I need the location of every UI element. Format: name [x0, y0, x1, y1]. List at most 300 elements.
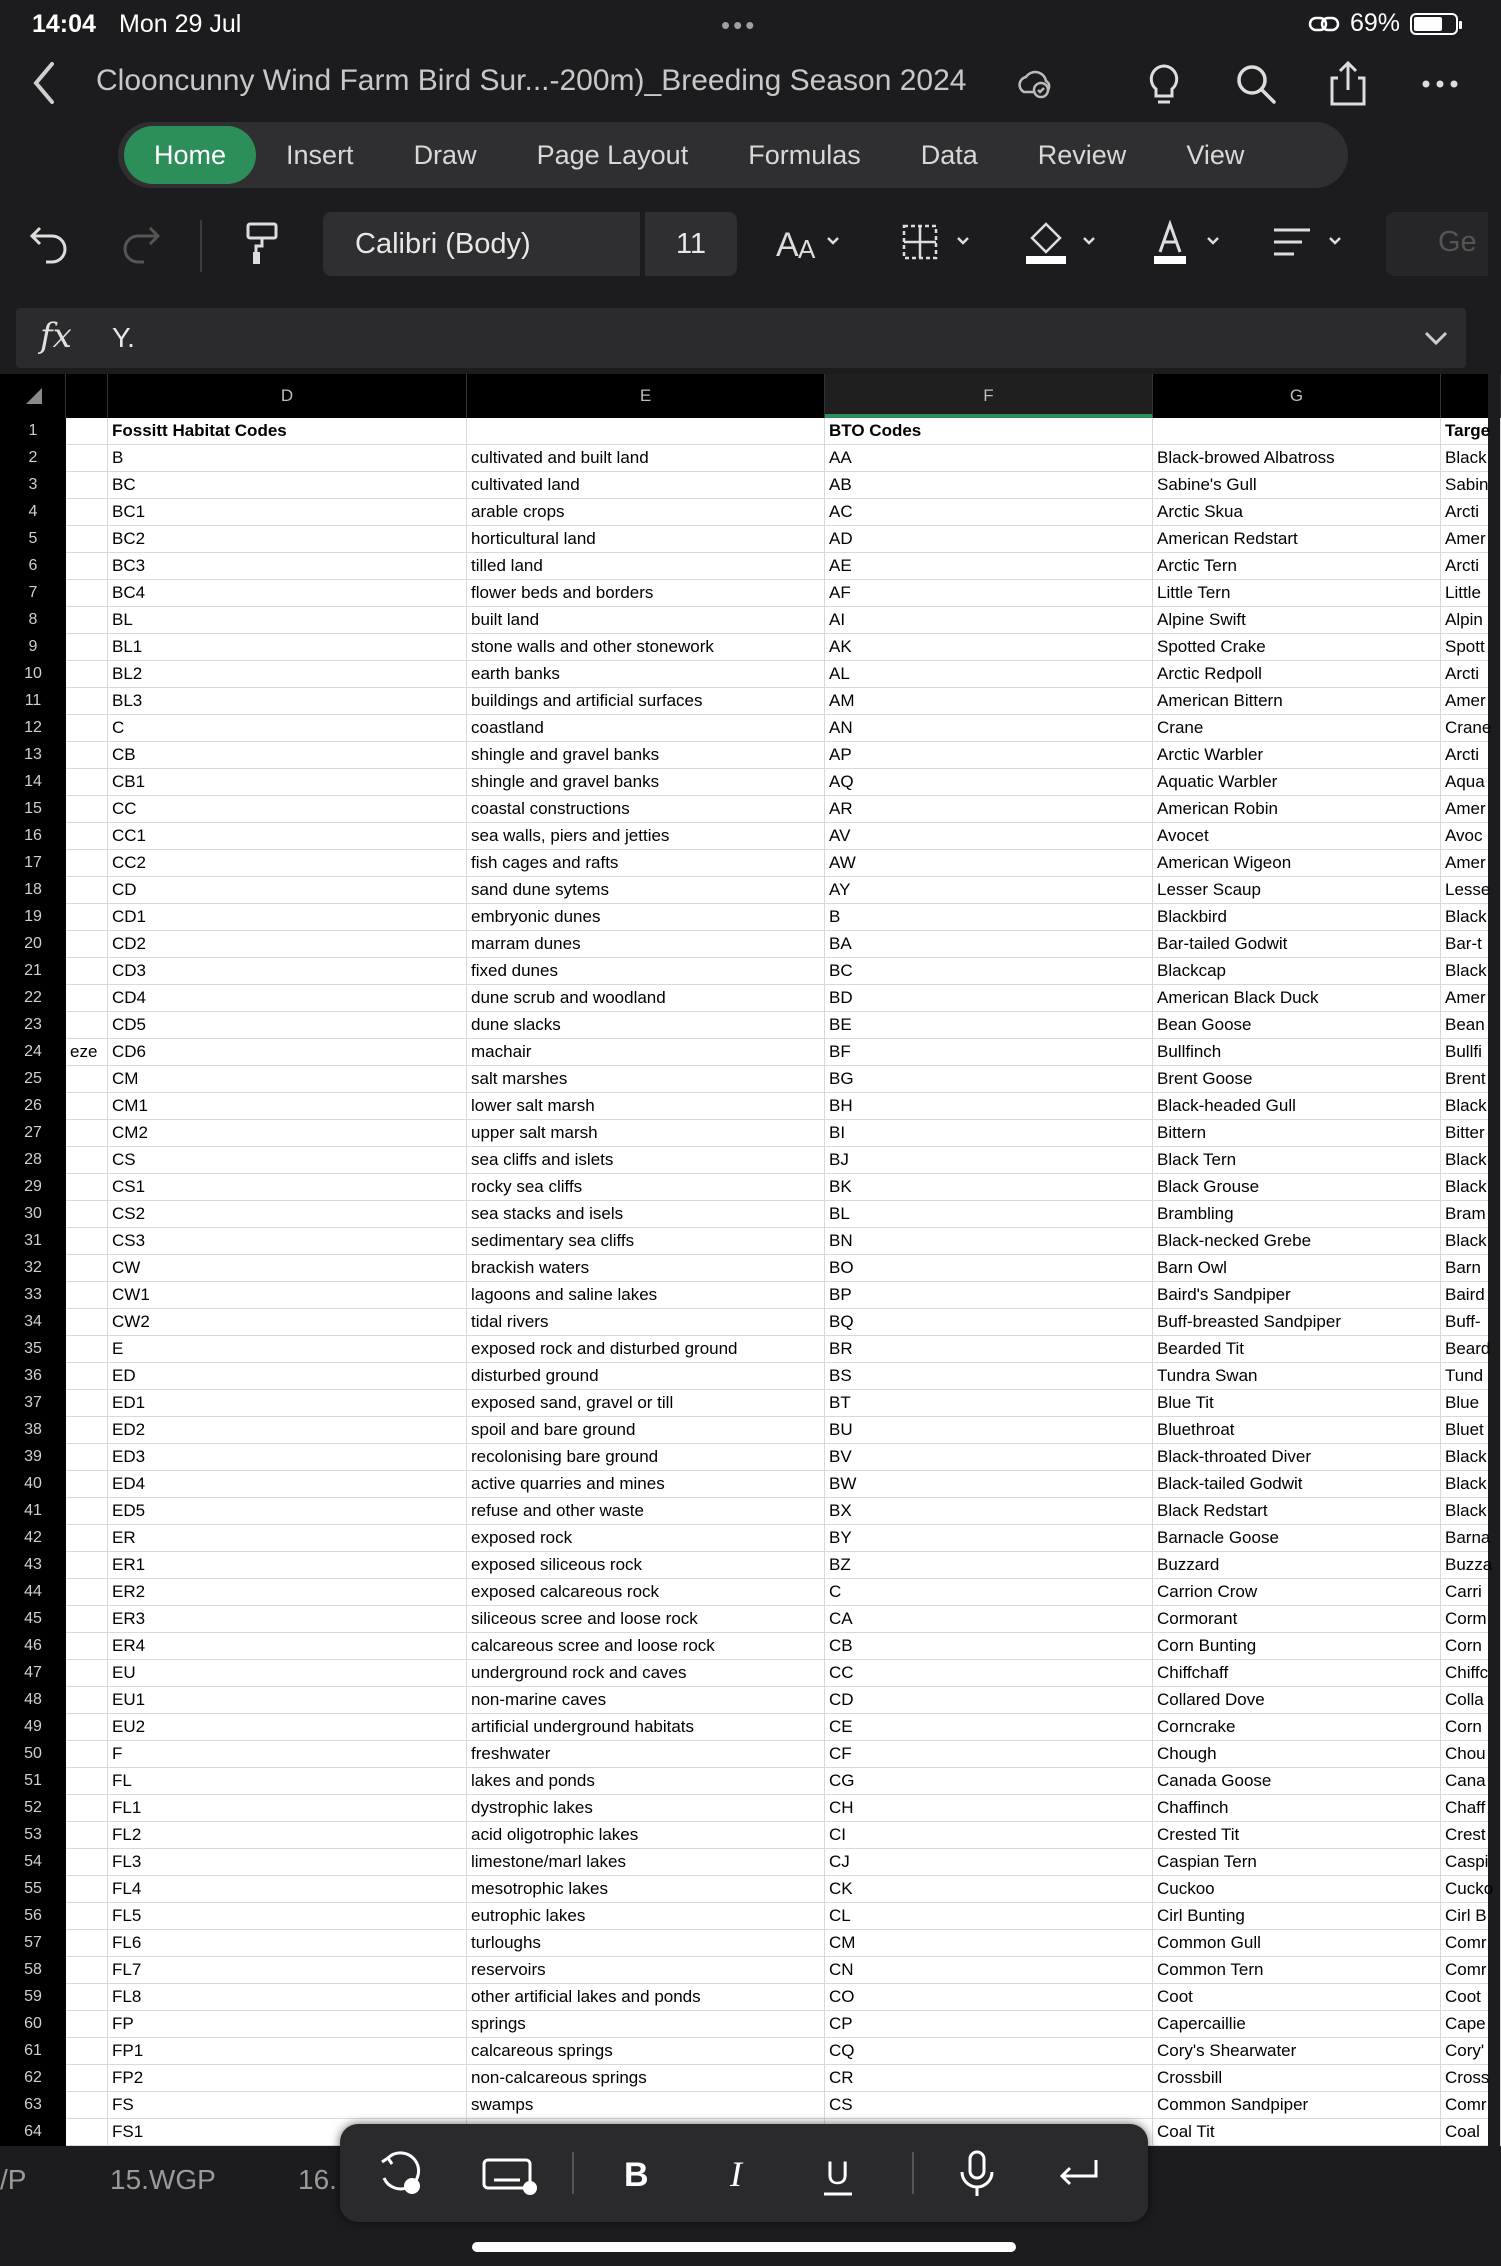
cell-e[interactable]: underground rock and caves: [467, 1660, 825, 1687]
cell-g[interactable]: Common Tern: [1153, 1957, 1441, 1984]
cell-d[interactable]: CD5: [108, 1012, 467, 1039]
cell-h[interactable]: Black: [1441, 1471, 1501, 1498]
cell-g[interactable]: Cuckoo: [1153, 1876, 1441, 1903]
cell-g[interactable]: Cormorant: [1153, 1606, 1441, 1633]
cell-h[interactable]: Chou: [1441, 1741, 1501, 1768]
cell-h[interactable]: Black: [1441, 904, 1501, 931]
cell-g[interactable]: Common Sandpiper: [1153, 2092, 1441, 2119]
cell-f[interactable]: BH: [825, 1093, 1153, 1120]
cell-d[interactable]: ER1: [108, 1552, 467, 1579]
cell-c[interactable]: [66, 1471, 108, 1498]
cell-e[interactable]: lakes and ponds: [467, 1768, 825, 1795]
cell-g[interactable]: Arctic Warbler: [1153, 742, 1441, 769]
row-number[interactable]: 34: [0, 1309, 66, 1336]
cell-g[interactable]: Black Redstart: [1153, 1498, 1441, 1525]
cell-f[interactable]: BZ: [825, 1552, 1153, 1579]
cell-e[interactable]: non-marine caves: [467, 1687, 825, 1714]
cell-e[interactable]: recolonising bare ground: [467, 1444, 825, 1471]
cell-e[interactable]: calcareous springs: [467, 2038, 825, 2065]
cell-h[interactable]: Black: [1441, 1093, 1501, 1120]
function-icon[interactable]: fx: [40, 316, 72, 356]
cell-e[interactable]: spoil and bare ground: [467, 1417, 825, 1444]
cell-f[interactable]: CS: [825, 2092, 1153, 2119]
cell-g[interactable]: Bean Goose: [1153, 1012, 1441, 1039]
cell-f[interactable]: AD: [825, 526, 1153, 553]
cell-c[interactable]: [66, 823, 108, 850]
row-number[interactable]: 54: [0, 1849, 66, 1876]
row-number[interactable]: 19: [0, 904, 66, 931]
cloud-sync-icon[interactable]: [1014, 62, 1054, 102]
row-number[interactable]: 26: [0, 1093, 66, 1120]
cell-c[interactable]: [66, 1984, 108, 2011]
cell-d[interactable]: CS1: [108, 1174, 467, 1201]
cell-d[interactable]: BL1: [108, 634, 467, 661]
cell-d[interactable]: ER3: [108, 1606, 467, 1633]
row-number[interactable]: 31: [0, 1228, 66, 1255]
cell-c[interactable]: [66, 1849, 108, 1876]
search-icon[interactable]: [1230, 58, 1282, 110]
cell-h[interactable]: Black: [1441, 1228, 1501, 1255]
cell-d[interactable]: CD3: [108, 958, 467, 985]
cell-e[interactable]: acid oligotrophic lakes: [467, 1822, 825, 1849]
share-icon[interactable]: [1322, 58, 1374, 110]
cell-g[interactable]: Barn Owl: [1153, 1255, 1441, 1282]
cell-e[interactable]: brackish waters: [467, 1255, 825, 1282]
cell-h[interactable]: Corn: [1441, 1633, 1501, 1660]
cell-d[interactable]: BC1: [108, 499, 467, 526]
cell-c[interactable]: [66, 1012, 108, 1039]
cell-d[interactable]: FL3: [108, 1849, 467, 1876]
cell-g[interactable]: Brambling: [1153, 1201, 1441, 1228]
document-title[interactable]: Clooncunny Wind Farm Bird Sur...-200m)_Breeding Season 2024: [96, 64, 967, 97]
row-number[interactable]: 6: [0, 553, 66, 580]
cell-h[interactable]: Spott: [1441, 634, 1501, 661]
cell-d[interactable]: CW1: [108, 1282, 467, 1309]
cell-f[interactable]: BP: [825, 1282, 1153, 1309]
cell-d[interactable]: CD1: [108, 904, 467, 931]
cell-g[interactable]: American Robin: [1153, 796, 1441, 823]
cell-f[interactable]: CR: [825, 2065, 1153, 2092]
cell-c[interactable]: [66, 769, 108, 796]
cell-f[interactable]: AY: [825, 877, 1153, 904]
tab-page-layout[interactable]: Page Layout: [536, 139, 689, 170]
row-number[interactable]: 57: [0, 1930, 66, 1957]
cell-f[interactable]: CC: [825, 1660, 1153, 1687]
cell-h[interactable]: Lesse: [1441, 877, 1501, 904]
cell-e[interactable]: exposed calcareous rock: [467, 1579, 825, 1606]
row-number[interactable]: 61: [0, 2038, 66, 2065]
cell-e[interactable]: shingle and gravel banks: [467, 742, 825, 769]
sheet-tab[interactable]: /P: [0, 2164, 27, 2195]
column-header-d[interactable]: D: [108, 374, 467, 418]
cell-g[interactable]: Chaffinch: [1153, 1795, 1441, 1822]
cell-h[interactable]: Comr: [1441, 2092, 1501, 2119]
cell-e[interactable]: buildings and artificial surfaces: [467, 688, 825, 715]
cell-g[interactable]: Corncrake: [1153, 1714, 1441, 1741]
cell-d[interactable]: CS: [108, 1147, 467, 1174]
cell-f[interactable]: BT: [825, 1390, 1153, 1417]
row-number[interactable]: 16: [0, 823, 66, 850]
row-number[interactable]: 4: [0, 499, 66, 526]
cell-d[interactable]: ED: [108, 1363, 467, 1390]
cell-c[interactable]: [66, 1822, 108, 1849]
cell-e[interactable]: coastland: [467, 715, 825, 742]
cell-d[interactable]: B: [108, 445, 467, 472]
cell-d[interactable]: E: [108, 1336, 467, 1363]
cell-c[interactable]: [66, 634, 108, 661]
cell-g[interactable]: Corn Bunting: [1153, 1633, 1441, 1660]
cell-d[interactable]: CD6: [108, 1039, 467, 1066]
cell-g[interactable]: Common Gull: [1153, 1930, 1441, 1957]
tab-draw[interactable]: Draw: [413, 139, 477, 170]
cell-d[interactable]: CW2: [108, 1309, 467, 1336]
row-number[interactable]: 25: [0, 1066, 66, 1093]
cell-c[interactable]: [66, 526, 108, 553]
row-number[interactable]: 55: [0, 1876, 66, 1903]
cell-c[interactable]: [66, 1633, 108, 1660]
cell-f[interactable]: CA: [825, 1606, 1153, 1633]
cell-d[interactable]: BL: [108, 607, 467, 634]
formula-input[interactable]: Y.: [112, 322, 135, 353]
cell-g[interactable]: Coal Tit: [1153, 2119, 1441, 2146]
cell-e[interactable]: horticultural land: [467, 526, 825, 553]
cell-f[interactable]: BK: [825, 1174, 1153, 1201]
row-number[interactable]: 35: [0, 1336, 66, 1363]
cell-h[interactable]: Caspi: [1441, 1849, 1501, 1876]
cell-f[interactable]: CM: [825, 1930, 1153, 1957]
row-number[interactable]: 51: [0, 1768, 66, 1795]
cell-g[interactable]: Capercaillie: [1153, 2011, 1441, 2038]
cell-g[interactable]: Brent Goose: [1153, 1066, 1441, 1093]
cell-h[interactable]: Amer: [1441, 850, 1501, 877]
cell-c[interactable]: [66, 1741, 108, 1768]
cell-e[interactable]: dune slacks: [467, 1012, 825, 1039]
cell-g[interactable]: Bluethroat: [1153, 1417, 1441, 1444]
row-number[interactable]: 28: [0, 1147, 66, 1174]
cell-f[interactable]: CH: [825, 1795, 1153, 1822]
cell-f[interactable]: CD: [825, 1687, 1153, 1714]
cell-d[interactable]: FS1: [108, 2119, 467, 2146]
cell-d[interactable]: FL: [108, 1768, 467, 1795]
cell-c[interactable]: [66, 2011, 108, 2038]
cell-g[interactable]: Crane: [1153, 715, 1441, 742]
cell-c[interactable]: [66, 1525, 108, 1552]
cell-h[interactable]: Black: [1441, 958, 1501, 985]
cell-c[interactable]: [66, 985, 108, 1012]
cell-c[interactable]: [66, 715, 108, 742]
cell-e[interactable]: exposed sand, gravel or till: [467, 1390, 825, 1417]
cell-e[interactable]: exposed rock and disturbed ground: [467, 1336, 825, 1363]
cell-h[interactable]: Aqua: [1441, 769, 1501, 796]
select-all-corner[interactable]: [0, 374, 66, 418]
cell-d[interactable]: BC3: [108, 553, 467, 580]
cell-g[interactable]: Bar-tailed Godwit: [1153, 931, 1441, 958]
cell-e[interactable]: built land: [467, 607, 825, 634]
column-header-h[interactable]: [1441, 374, 1501, 418]
cell-f[interactable]: BD: [825, 985, 1153, 1012]
cell-c[interactable]: [66, 1444, 108, 1471]
cell-d[interactable]: EU2: [108, 1714, 467, 1741]
row-number[interactable]: 46: [0, 1633, 66, 1660]
cell-g[interactable]: Black Grouse: [1153, 1174, 1441, 1201]
row-number[interactable]: 52: [0, 1795, 66, 1822]
cell-g[interactable]: American Wigeon: [1153, 850, 1441, 877]
cell-c[interactable]: [66, 1255, 108, 1282]
cell-c[interactable]: [66, 1768, 108, 1795]
cell-e[interactable]: flower beds and borders: [467, 580, 825, 607]
cell-c[interactable]: [66, 1552, 108, 1579]
cell-styles-button[interactable]: Ge: [1386, 212, 1488, 276]
cell-c[interactable]: [66, 1093, 108, 1120]
more-options-icon[interactable]: [1414, 58, 1466, 110]
cell-d[interactable]: ED1: [108, 1390, 467, 1417]
row-number[interactable]: 5: [0, 526, 66, 553]
cell-f[interactable]: AW: [825, 850, 1153, 877]
cell-d[interactable]: C: [108, 715, 467, 742]
cell-c[interactable]: [66, 2092, 108, 2119]
cell-g[interactable]: Barnacle Goose: [1153, 1525, 1441, 1552]
row-number[interactable]: 45: [0, 1606, 66, 1633]
cell-c[interactable]: eze: [66, 1039, 108, 1066]
cell-c[interactable]: [66, 607, 108, 634]
cell-g[interactable]: American Black Duck: [1153, 985, 1441, 1012]
cell-h[interactable]: Amer: [1441, 796, 1501, 823]
cell-c[interactable]: [66, 1876, 108, 1903]
cell-e[interactable]: sea cliffs and islets: [467, 1147, 825, 1174]
cell-e[interactable]: fish cages and rafts: [467, 850, 825, 877]
cell-h[interactable]: Barna: [1441, 1525, 1501, 1552]
cell-e[interactable]: dune scrub and woodland: [467, 985, 825, 1012]
cell-f[interactable]: BQ: [825, 1309, 1153, 1336]
cell-f[interactable]: AA: [825, 445, 1153, 472]
cell-h[interactable]: Arcti: [1441, 742, 1501, 769]
undo-history-icon[interactable]: [372, 2148, 432, 2200]
cell-c[interactable]: [66, 904, 108, 931]
row-number[interactable]: 20: [0, 931, 66, 958]
cell-f[interactable]: AN: [825, 715, 1153, 742]
row-number[interactable]: 8: [0, 607, 66, 634]
row-number[interactable]: 50: [0, 1741, 66, 1768]
cell-f[interactable]: CK: [825, 1876, 1153, 1903]
row-number[interactable]: 30: [0, 1201, 66, 1228]
row-number[interactable]: 47: [0, 1660, 66, 1687]
cell-e[interactable]: exposed rock: [467, 1525, 825, 1552]
cell-g[interactable]: Cirl Bunting: [1153, 1903, 1441, 1930]
cell-f[interactable]: CP: [825, 2011, 1153, 2038]
cell-d[interactable]: ED2: [108, 1417, 467, 1444]
formula-bar[interactable]: [16, 308, 1466, 368]
font-color-icon[interactable]: [1150, 214, 1226, 270]
cell-h[interactable]: Crane: [1441, 715, 1501, 742]
cell-h[interactable]: Beard: [1441, 1336, 1501, 1363]
column-header-f[interactable]: F: [825, 374, 1153, 418]
cell-c[interactable]: [66, 499, 108, 526]
row-number[interactable]: 48: [0, 1687, 66, 1714]
cell-h[interactable]: Chiffc: [1441, 1660, 1501, 1687]
cell-d[interactable]: CC1: [108, 823, 467, 850]
cell-c[interactable]: [66, 1309, 108, 1336]
row-number[interactable]: 13: [0, 742, 66, 769]
cell-f[interactable]: BR: [825, 1336, 1153, 1363]
cell-g[interactable]: Black-browed Albatross: [1153, 445, 1441, 472]
cell-c[interactable]: [66, 1282, 108, 1309]
cell-e[interactable]: tidal rivers: [467, 1309, 825, 1336]
cell-f[interactable]: AE: [825, 553, 1153, 580]
cell-h[interactable]: Buzza: [1441, 1552, 1501, 1579]
cell-h[interactable]: Bitter: [1441, 1120, 1501, 1147]
cell-e[interactable]: exposed siliceous rock: [467, 1552, 825, 1579]
row-number[interactable]: 12: [0, 715, 66, 742]
cell-e[interactable]: sea stacks and isels: [467, 1201, 825, 1228]
cell-h[interactable]: Cross: [1441, 2065, 1501, 2092]
cell-f[interactable]: BY: [825, 1525, 1153, 1552]
cell-g[interactable]: Spotted Crake: [1153, 634, 1441, 661]
cell-f[interactable]: CF: [825, 1741, 1153, 1768]
row-number[interactable]: 24: [0, 1039, 66, 1066]
cell-f[interactable]: CL: [825, 1903, 1153, 1930]
cell-f[interactable]: AF: [825, 580, 1153, 607]
cell-e[interactable]: siliceous scree and loose rock: [467, 1606, 825, 1633]
cell-h[interactable]: Arcti: [1441, 553, 1501, 580]
row-number[interactable]: 42: [0, 1525, 66, 1552]
cell-h[interactable]: Comr: [1441, 1930, 1501, 1957]
cell-c[interactable]: [66, 850, 108, 877]
tab-insert[interactable]: Insert: [286, 139, 354, 170]
row-number[interactable]: 15: [0, 796, 66, 823]
sheet-tab[interactable]: 15.WGP: [110, 2164, 216, 2195]
cell-h[interactable]: Barn: [1441, 1255, 1501, 1282]
cell-h[interactable]: Bean: [1441, 1012, 1501, 1039]
cell-h[interactable]: Corm: [1441, 1606, 1501, 1633]
cell-e[interactable]: tilled land: [467, 553, 825, 580]
cell-g[interactable]: Arctic Redpoll: [1153, 661, 1441, 688]
cell-g[interactable]: Tundra Swan: [1153, 1363, 1441, 1390]
row-number[interactable]: 40: [0, 1471, 66, 1498]
cell-f[interactable]: CQ: [825, 2038, 1153, 2065]
cell-c[interactable]: [66, 1066, 108, 1093]
cell-h[interactable]: Alpin: [1441, 607, 1501, 634]
cell-h[interactable]: Sabin: [1441, 472, 1501, 499]
cell-c[interactable]: [66, 445, 108, 472]
cell-g[interactable]: Collared Dove: [1153, 1687, 1441, 1714]
cell-f[interactable]: BTO Codes: [825, 418, 1153, 445]
cell-c[interactable]: [66, 580, 108, 607]
cell-f[interactable]: BX: [825, 1498, 1153, 1525]
cell-c[interactable]: [66, 1606, 108, 1633]
cell-d[interactable]: ED5: [108, 1498, 467, 1525]
cell-f[interactable]: BS: [825, 1363, 1153, 1390]
row-number[interactable]: 36: [0, 1363, 66, 1390]
cell-d[interactable]: CD2: [108, 931, 467, 958]
cell-d[interactable]: ED4: [108, 1471, 467, 1498]
cell-f[interactable]: BL: [825, 1201, 1153, 1228]
cell-g[interactable]: Cory's Shearwater: [1153, 2038, 1441, 2065]
borders-icon[interactable]: [900, 214, 976, 270]
cell-e[interactable]: arable crops: [467, 499, 825, 526]
italic-icon[interactable]: [714, 2148, 764, 2200]
cell-e[interactable]: rocky sea cliffs: [467, 1174, 825, 1201]
row-number[interactable]: 21: [0, 958, 66, 985]
cell-d[interactable]: FP2: [108, 2065, 467, 2092]
tab-home[interactable]: Home: [124, 126, 256, 184]
row-number[interactable]: 59: [0, 1984, 66, 2011]
cell-d[interactable]: FL5: [108, 1903, 467, 1930]
cell-e[interactable]: upper salt marsh: [467, 1120, 825, 1147]
font-size-dropdown[interactable]: 11: [645, 212, 737, 276]
cell-c[interactable]: [66, 1201, 108, 1228]
cell-d[interactable]: BC: [108, 472, 467, 499]
cell-e[interactable]: turloughs: [467, 1930, 825, 1957]
cell-d[interactable]: FP1: [108, 2038, 467, 2065]
cell-e[interactable]: marram dunes: [467, 931, 825, 958]
cell-c[interactable]: [66, 1930, 108, 1957]
cell-c[interactable]: [66, 1336, 108, 1363]
row-number[interactable]: 18: [0, 877, 66, 904]
cell-h[interactable]: Tund: [1441, 1363, 1501, 1390]
cell-d[interactable]: CB1: [108, 769, 467, 796]
cell-e[interactable]: embryonic dunes: [467, 904, 825, 931]
font-name-dropdown[interactable]: Calibri (Body): [323, 212, 640, 276]
fill-color-icon[interactable]: [1022, 214, 1102, 270]
cell-d[interactable]: BL2: [108, 661, 467, 688]
cell-e[interactable]: springs: [467, 2011, 825, 2038]
cell-d[interactable]: ED3: [108, 1444, 467, 1471]
cell-d[interactable]: CW: [108, 1255, 467, 1282]
cell-e[interactable]: refuse and other waste: [467, 1498, 825, 1525]
cell-f[interactable]: BF: [825, 1039, 1153, 1066]
cell-d[interactable]: Fossitt Habitat Codes: [108, 418, 467, 445]
cell-h[interactable]: Cucko: [1441, 1876, 1501, 1903]
cell-h[interactable]: Bluet: [1441, 1417, 1501, 1444]
cell-g[interactable]: Carrion Crow: [1153, 1579, 1441, 1606]
cell-h[interactable]: Corn: [1441, 1714, 1501, 1741]
cell-f[interactable]: CJ: [825, 1849, 1153, 1876]
cell-h[interactable]: Coot: [1441, 1984, 1501, 2011]
cell-f[interactable]: BV: [825, 1444, 1153, 1471]
cell-d[interactable]: EU1: [108, 1687, 467, 1714]
cell-d[interactable]: FL1: [108, 1795, 467, 1822]
cell-e[interactable]: sea walls, piers and jetties: [467, 823, 825, 850]
cell-c[interactable]: [66, 1363, 108, 1390]
cell-e[interactable]: salt marshes: [467, 1066, 825, 1093]
cell-h[interactable]: Arcti: [1441, 499, 1501, 526]
cell-g[interactable]: Chough: [1153, 1741, 1441, 1768]
cell-e[interactable]: sand dune sytems: [467, 877, 825, 904]
row-number[interactable]: 17: [0, 850, 66, 877]
cell-g[interactable]: Black Tern: [1153, 1147, 1441, 1174]
cell-h[interactable]: Crest: [1441, 1822, 1501, 1849]
chevron-down-icon[interactable]: [1422, 324, 1450, 352]
cell-e[interactable]: cultivated land: [467, 472, 825, 499]
redo-icon[interactable]: [118, 214, 164, 270]
cell-c[interactable]: [66, 958, 108, 985]
cell-e[interactable]: dystrophic lakes: [467, 1795, 825, 1822]
cell-d[interactable]: CM: [108, 1066, 467, 1093]
cell-e[interactable]: machair: [467, 1039, 825, 1066]
row-number[interactable]: 63: [0, 2092, 66, 2119]
cell-e[interactable]: non-calcareous springs: [467, 2065, 825, 2092]
cell-f[interactable]: BU: [825, 1417, 1153, 1444]
tab-data[interactable]: Data: [920, 139, 978, 170]
cell-c[interactable]: [66, 877, 108, 904]
cell-h[interactable]: Colla: [1441, 1687, 1501, 1714]
cell-c[interactable]: [66, 472, 108, 499]
cell-g[interactable]: Lesser Scaup: [1153, 877, 1441, 904]
row-number[interactable]: 62: [0, 2065, 66, 2092]
sheet-tab[interactable]: 16.: [298, 2164, 337, 2195]
cell-d[interactable]: CB: [108, 742, 467, 769]
cell-d[interactable]: CS2: [108, 1201, 467, 1228]
